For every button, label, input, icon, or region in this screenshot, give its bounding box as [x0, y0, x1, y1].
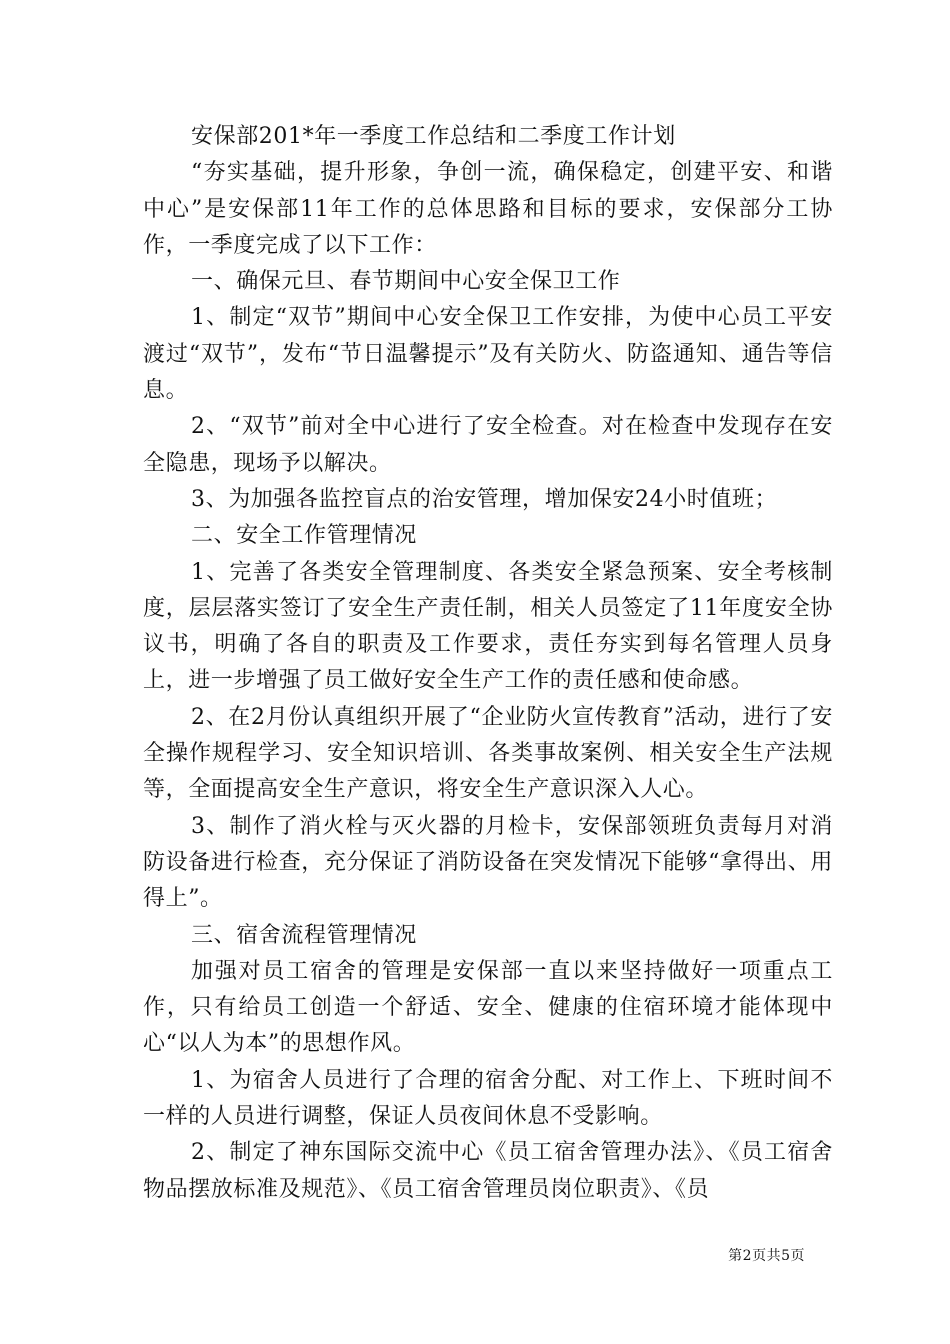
paragraph-3-1: 1、为宿舍人员进行了合理的宿舍分配、对工作上、下班时间不一样的人员进行调整，保证人员夜间休息不受影响。 [143, 1067, 833, 1130]
document-body [143, 119, 833, 1208]
paragraph-2-3: 3、制作了消火栓与灭火器的月检卡，安保部领班负责每月对消防设备进行检查，充分保证了消防设备在突发情况下能够“拿得出、用得上”。 [143, 813, 833, 912]
section-heading-1: 一、确保元旦、春节期间中心安全保卫工作 [191, 269, 621, 295]
paragraph-1-1: 1、制定“双节”期间中心安全保卫工作安排，为使中心员工平安渡过“双节”，发布“节日温馨提示”及有关防火、防盗通知、通告等信息。 [143, 305, 833, 404]
section-heading-2: 二、安全工作管理情况 [191, 523, 418, 549]
paragraph-2-1: 1、完善了各类安全管理制度、各类安全紧急预案、安全考核制度，层层落实签订了安全生产责任制，相关人员签定了11年度安全协议书，明确了各自的职责及工作要求，责任夯实到每名管理人员身上，进一步增强了员工做好安全生产工作的责任感和使命感。 [143, 559, 833, 694]
paragraph-intro: “夯实基础，提升形象，争创一流，确保稳定，创建平安、和谐中心”是安保部11年工作的总体思路和目标的要求，安保部分工协作，一季度完成了以下工作： [143, 160, 833, 258]
paragraph-3-intro: 加强对员工宿舍的管理是安保部一直以来坚持做好一项重点工作，只有给员工创造一个舒适、安全、健康的住宿环境才能体现中心“以人为本”的思想作风。 [143, 958, 833, 1057]
paragraph-3-2: 2、制定了神东国际交流中心《员工宿舍管理办法》、《员工宿舍物品摆放标准及规范》、《员工宿舍管理员岗位职责》、《员 [143, 1140, 833, 1202]
paragraph-2-2: 2、在2月份认真组织开展了“企业防火宣传教育”活动，进行了安全操作规程学习、安全知识培训、各类事故案例、相关安全生产法规等，全面提高安全生产意识，将安全生产意识深入人心。 [143, 704, 833, 803]
document-title: 安保部201*年一季度工作总结和二季度工作计划 [191, 124, 676, 149]
paragraph-1-2: 2、“双节”前对全中心进行了安全检查。对在检查中发现存在安全隐患，现场予以解决。 [143, 414, 833, 476]
page-number: 第2页共5页 [728, 1248, 805, 1264]
paragraph-1-3: 3、为加强各监控盲点的治安管理，增加保安24小时值班； [191, 486, 778, 512]
section-heading-3: 三、宿舍流程管理情况 [191, 922, 418, 948]
